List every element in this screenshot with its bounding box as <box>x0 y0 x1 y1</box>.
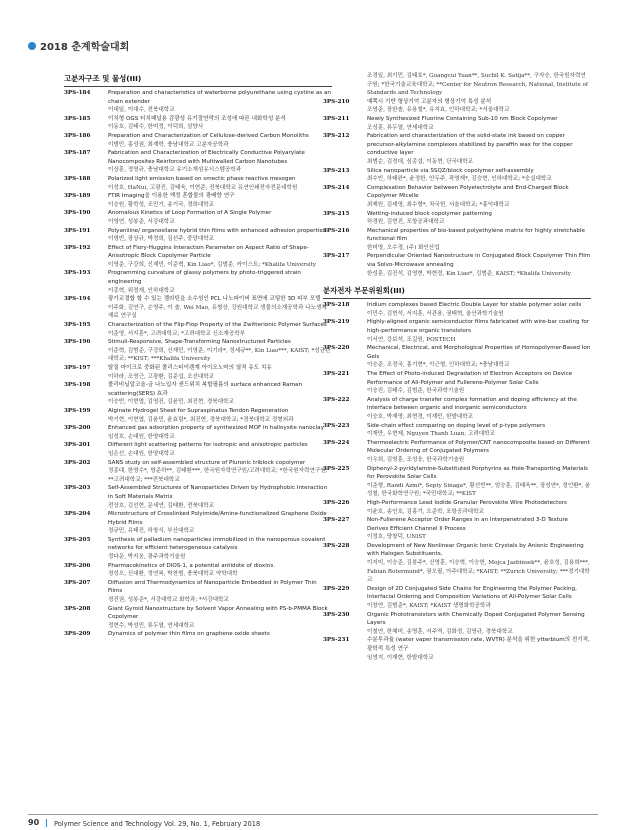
entry-title: Programming curvature of glassy polymers by photo-triggered strain engineering <box>108 270 301 286</box>
entry-body <box>367 344 591 370</box>
entry-title: Pharmacokinetics of DIOS-1, a potential antidote of dioxins. <box>108 562 276 569</box>
entry-code: 3PS-192 <box>64 244 91 251</box>
entry-authors: 이우희, 김영훈, 조성웅, 한국과학기술원 <box>367 456 465 463</box>
entry-authors: 이민수, 김현석, 서지훈, 서관용, 권태혁, 울산과학기술원 <box>367 310 504 317</box>
entry-code: 3PS-197 <box>64 365 91 371</box>
entry-code: 3PS-230 <box>323 611 350 618</box>
entry-body <box>108 407 332 424</box>
entry-title: Wetting-induced block copolymer patterning <box>367 210 492 217</box>
abstract-entry <box>64 536 332 562</box>
entry-code: 3PS-210 <box>323 98 350 105</box>
entry-authors: 이서연, 강보석, 조길원, POSTECH <box>367 336 456 343</box>
entry-authors: 이준형, Randi Azmi*, Septy Sinaga*, 황선빈**, 엄승훈, 김태욱**, 장성연*, 정인환*, 윤성철, 한국화학연구원; *국민대학교; **KIST <box>367 482 591 498</box>
entry-authors: 정진권, 성봉준*, 서강대학교 화학과; *서강대학교 <box>108 597 229 604</box>
abstract-entry <box>323 542 591 585</box>
entry-body <box>108 381 332 407</box>
abstract-entry <box>64 459 332 485</box>
entry-body <box>108 562 332 579</box>
abstract-entry <box>323 465 591 499</box>
entry-authors: 이승진, 김태수, 김범준, 한국과학기술원 <box>367 388 465 395</box>
entry-code: 3PS-209 <box>64 631 91 638</box>
entry-authors: 임영지, 이재현, 한밭대학교 <box>367 654 434 661</box>
entry-code: 3PS-204 <box>64 511 91 518</box>
entry-body <box>367 499 591 516</box>
entry-title: The Effect of Photo-induced Degradation of Electron Acceptors on Device Performance of All-Polymer and Fullerene-Polymer Solar Cells <box>367 371 573 386</box>
entry-code: 3PS-227 <box>323 517 350 524</box>
abstract-entry <box>323 516 591 542</box>
abstract-entry <box>64 510 332 536</box>
entry-title: Preparation and characteristics of waterborne polyurethane using cystine as an chain extender <box>108 90 331 105</box>
header-title: 2018 춘계학술대회 <box>40 42 130 53</box>
entry-code: 3PS-219 <box>323 319 350 326</box>
entry-title: Polarized light emission based on smectic phase reactive mesogen <box>108 175 296 182</box>
section-title-2: 분자전자 부문위원회(III) <box>323 284 591 299</box>
abstract-entry <box>323 210 591 227</box>
entry-title: Fabrication and characterization of the solid-state ink based on copper precursor-alkylamine complexes stabilized by paraffin wax for the copper conductive layer <box>367 133 573 157</box>
entry-authors: 최수빈, 하태완*, 윤정한, 안두주, 곽영재*, 김승현, 인하대학교; *숭실대학교 <box>367 176 552 183</box>
entry-body <box>108 441 332 458</box>
entry-code: 3PS-223 <box>323 422 350 429</box>
abstract-entry <box>323 115 591 132</box>
abstract-entry <box>64 227 332 244</box>
page-footer <box>28 814 598 828</box>
entry-code: 3PS-217 <box>323 253 350 260</box>
abstract-entry <box>64 89 332 115</box>
entry-authors: 한성훈, 김진석, 김영현, 박현정, Kin Liao*, 김범준, KAIST; *Khalifa University <box>367 270 571 277</box>
entry-code: 3PS-201 <box>64 442 91 449</box>
entry-title: Effect of Flory-Huggins Interaction Parameter on Aspect Ratio of Shape-Anisotropic Block Copolymer Particle <box>108 244 309 260</box>
entry-body <box>367 184 591 210</box>
entry-code: 3PS-189 <box>64 193 91 200</box>
abstract-entry <box>64 484 332 510</box>
entry-code: 3PS-224 <box>323 439 350 446</box>
entry-title: Dynamics of polymer thin films on graphene oxide sheets <box>108 631 270 638</box>
entry-authors: 이승원, 황학성, 조민기, 송기국, 경희대학교 <box>108 201 215 208</box>
entry-authors: 정다운, 박지웅, 광주과학기술원 <box>108 554 186 561</box>
entry-code: 3PS-218 <box>323 302 350 309</box>
entry-body <box>108 321 332 338</box>
entry-code: 3PS-190 <box>64 210 91 217</box>
entry-body <box>367 611 591 637</box>
entry-code: 3PS-206 <box>64 562 91 569</box>
entry-body <box>367 422 591 439</box>
entry-title: Preparation and Characterization of Cellulose-derived Carbon Monoliths <box>108 132 309 139</box>
entry-code: 3PS-203 <box>64 485 91 492</box>
entry-authors: 이영빈, 장상규, 박정희, 김선주, 중앙대학교 <box>108 236 215 243</box>
entry-code: 3PS-220 <box>323 345 350 352</box>
abstract-entry <box>64 321 332 338</box>
abstract-entry <box>64 244 332 270</box>
abstract-entry <box>323 167 591 184</box>
entry-code: 3PS-222 <box>323 396 350 403</box>
abstract-entry <box>323 439 591 465</box>
entry-title: Self-Assembled Structures of Nanoparticles Driven by Hydrophobic Interaction in Soft Materials Matrix <box>108 485 328 500</box>
entry-code: 3PS-193 <box>64 270 91 277</box>
abstract-entry <box>323 301 591 318</box>
entry-title: Newly Synthesized Fluorine Containing Sub-10 nm Block Copolymer <box>367 115 558 122</box>
entry-code: 3PS-202 <box>64 459 91 466</box>
entry-title: Development of New Nonlinear Organic Ionic Crystals by Anionic Engineering with Halogen Substituents, <box>367 542 584 558</box>
entry-body <box>367 516 591 542</box>
section-title: 고분자구조 및 물성(III) <box>64 72 332 87</box>
entry-body <box>367 301 591 318</box>
entry-title: 예쪽시 기반 형상기억 고분자의 형상기억 특성 분석 <box>367 98 492 105</box>
entry-code: 3PS-229 <box>323 585 350 592</box>
entry-body <box>108 579 332 605</box>
entry-title: Alginate Hydrogel Sheet for Supraspinatus Tendon Regeneration <box>108 407 289 414</box>
entry-authors: 정현수, 박성민, 류두열, 연세대학교 <box>108 622 195 629</box>
abstract-entry <box>64 115 332 132</box>
entry-title: Design of 2D Conjugated Side Chains for Engineering the Polymer Packing, Interfacial Ordering and Composition Variations of All-Polymer Solar Cells <box>367 585 577 601</box>
abstract-entry <box>64 175 332 192</box>
entry-code: 3PS-199 <box>64 407 91 414</box>
entry-title: 탈질 마이크로 중화된 폴리스티이렌계 아이오노머의 열적 유도 치유 <box>108 365 272 371</box>
abstract-entry <box>64 630 332 639</box>
left-column <box>64 72 332 639</box>
entry-code: 3PS-198 <box>64 382 91 389</box>
abstract-entry <box>323 227 591 253</box>
abstract-entry <box>64 407 332 424</box>
entry-authors: 이창연, 김범준*, KAIST; *KAIST 생명화학공학과 <box>367 603 491 610</box>
entry-title: Highly-aligned organic semiconductor films fabricated with wire-bar coating for high-performance organic transistors <box>367 319 590 335</box>
entry-body <box>108 295 332 321</box>
abstract-entry <box>323 585 591 611</box>
entry-title: Different light scattering patterns for isotropic and anisotropic particles <box>108 442 308 449</box>
abstract-entry <box>323 344 591 370</box>
entry-body <box>108 364 332 381</box>
entry-authors: 조성훈, 류두열, 연세대학교 <box>367 124 434 131</box>
abstract-entry <box>64 381 332 407</box>
entry-code: 3PS-208 <box>64 605 91 612</box>
entry-code: 3PS-205 <box>64 536 91 543</box>
entry-authors: 최제원, 김세영, 최수형*, 차국헌, 서울대학교; *홍익대학교 <box>367 201 510 208</box>
entry-authors: 이영연, 성봉준, 서강대학교 <box>108 218 175 225</box>
entry-code: 3PS-228 <box>323 542 350 549</box>
entry-authors: 이윤호, 송인호, 김홍기, 오준학, 포항공과대학교 <box>367 508 484 515</box>
entry-body <box>367 636 591 662</box>
abstract-entry <box>64 338 332 364</box>
entry-code: 3PS-231 <box>323 637 350 644</box>
entry-title: Organic Phototransistors with Chemically Doped Conjugated Polymer Sensing Layers <box>367 611 585 627</box>
entry-body <box>108 510 332 536</box>
abstract-entry <box>323 132 591 166</box>
abstract-entry <box>64 192 332 209</box>
abstract-entry <box>323 318 591 344</box>
entry-title: Synthesis of palladium nanoparticles immobilized in the nanoporous covalent networks for efficient heterogeneous catalysis <box>108 536 326 552</box>
entry-title: Enhanced gas adsorption property of synthesized MOF in halloysite nanoclay <box>108 425 324 432</box>
entry-body <box>108 115 332 132</box>
entry-code: 3PS-186 <box>64 132 91 139</box>
entry-code: 3PS-184 <box>64 90 91 96</box>
entry-authors: 이범민, 홍성권, 최재학, 충남대학교 고분자공학과 <box>108 141 229 148</box>
entry-authors: 전상호, 김선현, 문세연, 김태환, 전북대학교 <box>108 502 215 509</box>
entry-title: Microstructure of Crosslinked Polyimide/Amine-functionalized Graphene Oxide Hybrid Films <box>108 511 327 526</box>
entry-title: Thermoelectric Performance of Polymer/CNT nanocomposite based on Different Molecular Ordering of Conjugated Polymers <box>367 439 590 455</box>
entry-authors: 하경원, 김현진, 포항공과대학교 <box>367 219 445 226</box>
abstract-entry <box>323 636 591 662</box>
entry-body <box>367 115 591 132</box>
entry-body <box>108 484 332 510</box>
entry-authors: 이지미, 이승준, 김봉주*, 신영훈, 이승혁, 이승헌, Mojca Jazbinsek**, 윤호성, 김용희***, Fabian Rotermund*, 권오필, 아주대학교; *KAIST; **Zurich University; ***경기대학교 <box>367 560 590 584</box>
entry-code: 3PS-216 <box>323 227 350 234</box>
abstract-entry <box>323 252 591 278</box>
abstract-entry <box>64 605 332 631</box>
entry-authors: 최범순, 김정대, 심종섭, 이동현, 단국대학교 <box>367 158 474 165</box>
entry-authors: 정종대, 한영수*, 방준하**, 김태환***, 한국원자력연구원/고려대학교; *한국원자력연구원; **고려대학교; ***전북대학교 <box>108 468 328 483</box>
abstract-entry <box>64 562 332 579</box>
entry-title: Perpendicular Oriented Nanostructure in Conjugated Block Copolymer Thin Film via Solvo-Microwave annealing <box>367 253 591 269</box>
entry-code: 3PS-213 <box>323 167 350 174</box>
abstract-entry <box>323 98 591 115</box>
abstract-entry <box>64 149 332 175</box>
entry-title: Complexation Behavior between Polyelectrolyte and End-Charged Block Copolymer Micelle <box>367 184 569 200</box>
entry-authors: 정규민, 유태진, 하창식, 부산대학교 <box>108 528 195 535</box>
entry-body <box>108 459 332 485</box>
abstract-entry <box>323 184 591 210</box>
entry-authors: 이상훈, 정영규, 충남대학교 유기소재섬유시스템공학과 <box>108 167 242 174</box>
entry-authors: 조영준, 장한솔, 유용철*, 유지효, 인하대학교; *서울대학교 <box>367 107 510 114</box>
abstract-entry <box>64 295 332 321</box>
entry-body <box>108 209 332 226</box>
entry-body <box>108 89 332 115</box>
entry-title: 수분투과율 (water vaper transmission rate, WVTR) 분석을 위한 ytterbium의 전기적, 광학적 특성 연구 <box>367 637 590 652</box>
entry-body <box>367 98 591 115</box>
entry-title: Non-Fullerene Acceptor Order Ranges in an Interpenetrated 3-D Texture Derives Efficient Channel II Process <box>367 517 568 532</box>
abstract-entry <box>64 579 332 605</box>
entry-authors: 이성호, HaNui, 고광진, 김태욱, 이현준, 전북대학교 유연인쇄전자전문대학원 <box>108 184 298 191</box>
entry-title: Giant Gyroid Nanostructure by Solvent Vapor Annealing with PS-b-PMMA Block Copolymer <box>108 605 328 621</box>
entry-title: Mechanical properties of bio-based polyethylene matrix for highly stretchable functional film <box>367 227 585 243</box>
entry-code: 3PS-191 <box>64 227 91 234</box>
entry-body <box>108 630 332 639</box>
page-number: 90 <box>28 818 40 827</box>
entry-code: 3PS-212 <box>323 133 350 140</box>
abstract-entry <box>323 422 591 439</box>
entry-title: Side-chain effect comparing on doping level of p-type polymers <box>367 422 546 429</box>
entry-title: Silica nanoparticle via SSQZ/block copolymer self-assembly <box>367 167 534 174</box>
entry-title: Iridium complexes based Electric Double Layer for stable polymer solar cells <box>367 302 582 309</box>
entry-authors: 이재만, 우현제, Nguyen Thanh Luan, 고려대학교 <box>367 431 495 438</box>
entry-authors: 이승빈, 이현엽, 김영진, 김윤민, 최진현, 경북대학교 <box>108 399 234 406</box>
abstract-entry <box>64 209 332 226</box>
abstract-entry <box>64 441 332 458</box>
entry-code: 3PS-226 <box>323 499 350 506</box>
entry-authors: 이영준, 구강희, 신재민, 이준혁, Kin Liao*, 김범준, 카이스트; *Khalifa University <box>108 261 317 268</box>
entry-body <box>367 585 591 611</box>
entry-body <box>108 227 332 244</box>
entry-body <box>108 132 332 149</box>
entry-title: Stimuli-Responsive, Shape-Transforming Nanostructured Particles <box>108 339 291 346</box>
footer-divider <box>46 819 47 827</box>
entry-body <box>367 439 591 465</box>
entry-authors: 이대일, 이대수, 전북대학교 <box>108 107 175 114</box>
right-column <box>323 72 591 662</box>
entry-code: 3PS-195 <box>64 322 91 329</box>
entry-title: Mechanical, Electrical, and Morphological Properties of Homopolymer-Based Ion Gels <box>367 345 591 360</box>
abstract-entry <box>64 269 332 295</box>
right-entry-list <box>323 98 591 278</box>
abstract-entry <box>323 499 591 516</box>
entry-authors: 이준혁, 김범준, 구강희, 신재민, 이영준, 이기라*, 정세규**, Kin Liao***, KAIST; *성균관대학교; **KIST; ***Khalifa University <box>108 347 331 363</box>
entry-authors: 이주화, 김연구, 손영주, 이 솔, Wei Mao, 유형상, 강원대학교 생물의소재공학과 나노생체재료 연구실 <box>108 304 327 320</box>
entry-authors: 이종혁, 위정재, 인하대학교 <box>108 287 175 294</box>
entry-body <box>367 465 591 499</box>
entry-authors: 이승호, 박재영, 최현경, 이재민, 한밭대학교 <box>367 413 474 420</box>
left-entry-list <box>64 89 332 639</box>
entry-authors: 이정호, 양창덕, UNIST <box>367 534 426 541</box>
entry-body <box>367 227 591 253</box>
entry-body <box>108 192 332 209</box>
entry-body <box>108 149 332 175</box>
entry-authors: 이동호, 김태수, 한미정, 이덕희, 삼양사 <box>108 124 204 131</box>
entry-title: Diphenyl-2-pyridylamine-Substituted Porphyrins as Hole-Transporting Materials for Perovskite Solar Cells <box>367 465 588 481</box>
entry-body <box>108 424 332 441</box>
entry-authors: 이승준, 조정국, 홍기현*, 이근형, 인하대학교; *충남대학교 <box>367 362 510 369</box>
entry-authors: 한미영, 오수경, (주) 화인산업 <box>367 244 440 251</box>
entry-title: Analysis of charge transfer complex formation and doping efficiency at the interface between organic and inorganic semiconductors <box>367 396 577 412</box>
entry-body <box>367 210 591 227</box>
entry-code: 3PS-214 <box>323 184 350 191</box>
page-header <box>28 38 129 53</box>
entry-body <box>367 396 591 422</box>
abstract-entry <box>64 424 332 441</box>
entry-code: 3PS-185 <box>64 115 91 122</box>
entry-title: Diffusion and Thermodynamics of Nanoparticle Embedded in Polymer Thin Films <box>108 579 317 595</box>
entry-body <box>108 605 332 631</box>
abstract-entry <box>64 132 332 149</box>
entry-body <box>108 244 332 270</box>
entry-title: High-Performance Lead Iodide Granular Perovskite Wire Photodetectors <box>367 499 567 506</box>
entry-body <box>367 542 591 585</box>
journal-info: Polymer Science and Technology Vol. 29, No. 1, February 2018 <box>54 820 261 828</box>
abstract-entry <box>323 611 591 637</box>
entry-title: SANS study on self-assembled structure of Pluronic triblock copolymer <box>108 459 306 466</box>
entry-authors: 임성호, 손대원, 한양대학교 <box>108 433 175 440</box>
entry-title: Anomalous Kinetics of Loop Formation of A Single Polymer <box>108 210 272 217</box>
entry-title: 이치형 OGS 터치패널용 감광성 유기절연막의 조성에 따른 내화학성 분석 <box>108 115 286 122</box>
entry-body <box>367 318 591 344</box>
entry-body <box>367 370 591 396</box>
entry-body <box>108 269 332 295</box>
entry-code: 3PS-207 <box>64 579 91 586</box>
entry-title: 폴리비닐알코올-금 나노입자 샌드위치 복합필름의 surface enhanced Raman scattering(SERS) 효과 <box>108 382 303 397</box>
entry-code: 3PS-187 <box>64 150 91 157</box>
entry-body <box>367 252 591 278</box>
entry-code: 3PS-211 <box>323 115 350 122</box>
entry-body <box>367 167 591 184</box>
entry-title: Polyaniline/ organosilane hybrid thin films with enhanced adhesion properties <box>108 227 326 234</box>
continuation-authors: 조경일, 최기민, 김태호*, Guangcui Yuan**, Suchil K. Satija**, 구자승, 한국원자력연구원; *한국기술교육대학교; **Center for Neutron Research, National, Institute of Standards and Technology <box>367 73 588 97</box>
entry-body <box>108 175 332 192</box>
entry-title: 광가교결합 할 수 있는 젤라틴을 소수성인 PCL 나노파이버 표면에 코팅한 3D 피부 모델 <box>108 296 321 303</box>
entry-body <box>108 338 332 364</box>
entry-authors: 이준영, 서지훈*, 고려대학교; *고려대학교 신소재공학부 <box>108 330 246 337</box>
entry-code: 3PS-215 <box>323 210 350 217</box>
entry-authors: 정성오, 신대환, 정연복, 박찬범, 충북대학교 약학대학 <box>108 571 238 578</box>
abstract-entry <box>323 396 591 422</box>
abstract-entry <box>64 364 332 381</box>
abstract-entry <box>323 370 591 396</box>
entry-code: 3PS-221 <box>323 371 350 377</box>
entry-title: FTIR Imaging을 이용한 액정 혼합물의 광배향 연구 <box>108 193 235 200</box>
entry-authors: 박기현, 이현엽, 김윤민, 윤효림*, 최진현, 경북대학교; *경북대학교 정형외과 <box>108 416 294 423</box>
entry-title: Characterization of the Flip-Flop Property of the Zwitterionic Polymer Surfaces <box>108 322 327 329</box>
entry-authors: 임은선, 손대원, 한양대학교 <box>108 450 175 457</box>
entry-authors: 이철연, 한혜미, 송명훈, 서주역, 김화정, 김영규, 경북대학교 <box>367 628 513 635</box>
entry-code: 3PS-200 <box>64 425 91 432</box>
entry-code: 3PS-188 <box>64 175 91 182</box>
entry-code: 3PS-196 <box>64 339 91 346</box>
entry-authors: 이하라, 조영근, 고광환, 김준섭, 조선대학교 <box>108 373 215 380</box>
entry-body <box>367 132 591 166</box>
entry-body <box>108 536 332 562</box>
right-entry-list-2 <box>323 301 591 662</box>
entry-code: 3PS-225 <box>323 465 350 472</box>
entry-code: 3PS-194 <box>64 296 91 303</box>
entry-title: Fabrication and Characterization of Electrically Conductive Polyarylate Nanocomposites Reinforced with Multiwalled Carbon Nanotubes <box>108 150 305 165</box>
header-bullet-icon <box>28 42 36 50</box>
